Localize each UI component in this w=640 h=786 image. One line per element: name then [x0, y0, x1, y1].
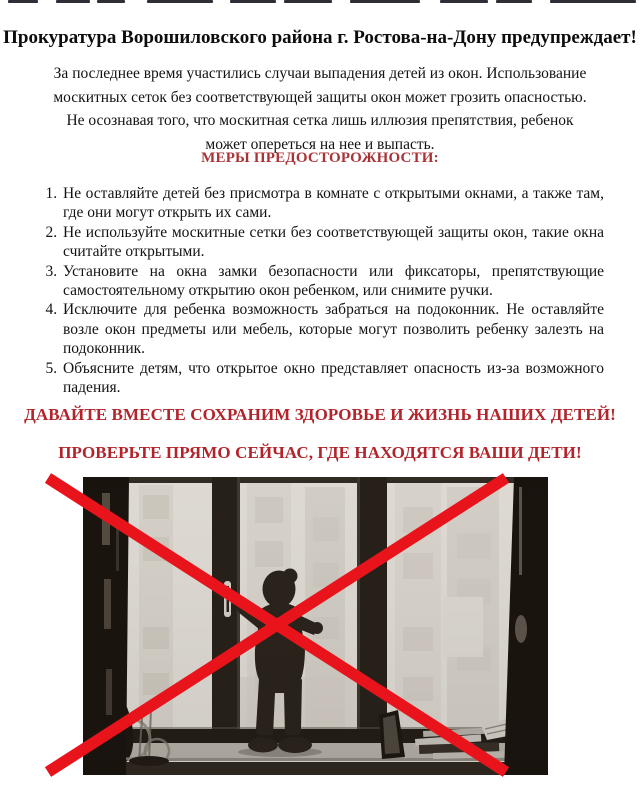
cut-off-text-remnants — [0, 0, 640, 4]
precaution-item: 2. Не используйте москитные сетки без соответствующей защиты окон, такие окна считайте открытыми. — [61, 223, 604, 262]
window-scene — [83, 477, 548, 775]
precaution-item: 3. Установите на окна замки безопасности или фиксаторы, препятствующие самостоятельному открытию окон ребенком, или снимите ручки. — [61, 262, 604, 301]
slogan-line-2: ПРОВЕРЬТЕ ПРЯМО СЕЙЧАС, ГДЕ НАХОДЯТСЯ ВАШИ ДЕТИ! — [58, 443, 582, 462]
page-title: Прокуратура Ворошиловского района г. Ростова-на-Дону предупреждает! — [3, 27, 637, 48]
slogan-line-1: ДАВАЙТЕ ВМЕСТЕ СОХРАНИМ ЗДОРОВЬЕ И ЖИЗНЬ НАШИХ ДЕТЕЙ! — [24, 405, 616, 424]
precautions-heading: МЕРЫ ПРЕДОСТОРОЖНОСТИ: — [201, 150, 439, 166]
precautions-list — [38, 184, 604, 397]
intro-paragraph: За последнее время участились случаи выпадения детей из окон. Использование москитных сеток без соответствующей защиты окон может грозить опасностью. Не осознавая того, что москитная сетка лишь иллюзия препятствия, ребенок может опереться на нее и выпасть. — [53, 65, 587, 153]
precaution-item: 1. Не оставляйте детей без присмотра в комнате с открытыми окнами, а также там, где они могут открыть их сами. — [61, 184, 604, 223]
child-on-windowsill-photo — [83, 477, 548, 775]
precaution-item: 5. Объясните детям, что открытое окно представляет опасность из-за возможного падения. — [61, 359, 604, 398]
precaution-item: 4. Исключите для ребенка возможность забраться на подоконник. Не оставляйте возле окон предметы или мебель, которые могут позволить ребенку залезть на подоконник. — [61, 300, 604, 358]
